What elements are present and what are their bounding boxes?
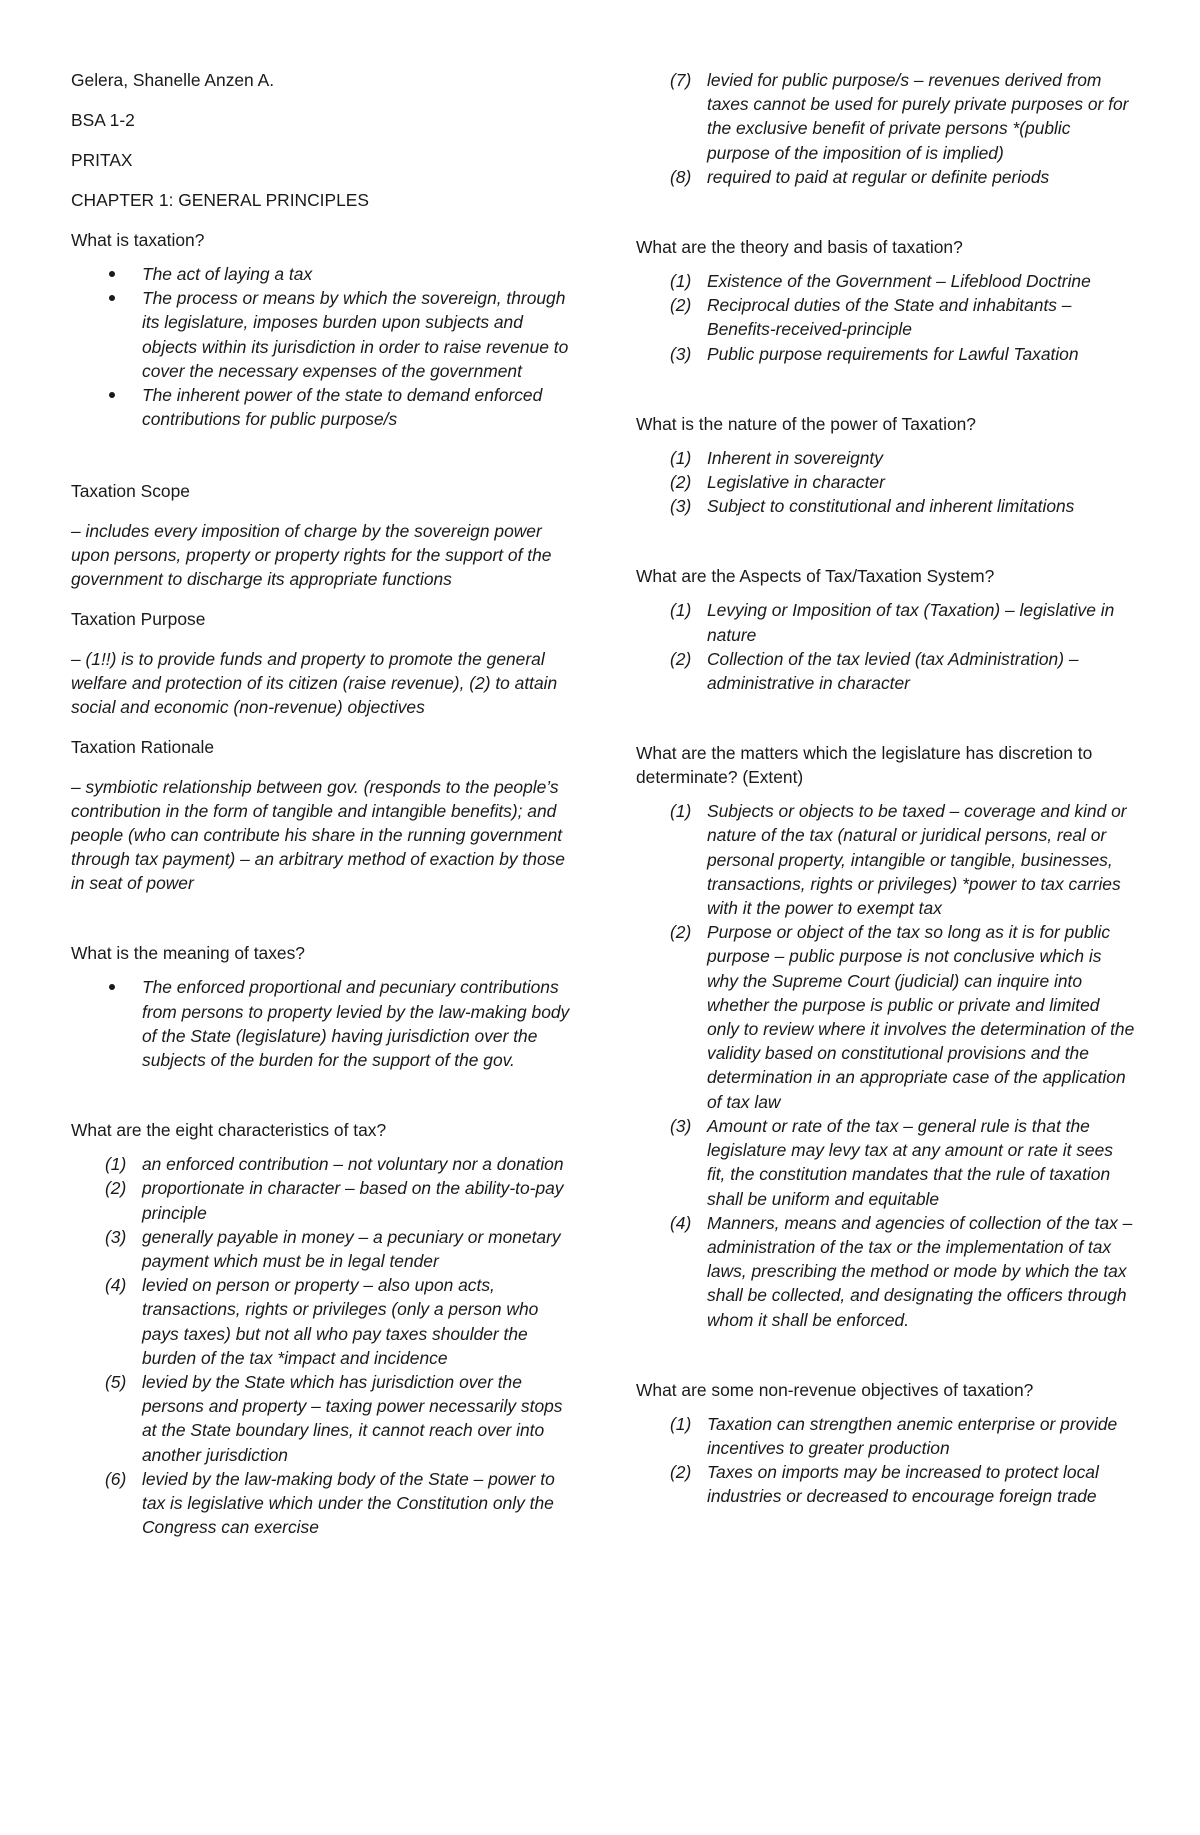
list-item: The inherent power of the state to demand enforced contributions for public purpose/s (71, 383, 571, 431)
item-text: Subjects or objects to be taxed – coverage and kind or nature of the tax (natural or juridical persons, real or personal property, intangible or tangible, businesses, transactions, rights or privileges) *power to tax carries with it the power to exempt tax (707, 801, 1127, 919)
item-text: levied on person or property – also upon acts, transactions, rights or privileges (only a person who pays taxes) but not all who pay taxes shoulder the burden of the tax *impact and incidence (142, 1275, 539, 1368)
list-item (636, 799, 1136, 920)
list-item (636, 68, 1136, 165)
matters-list (636, 799, 1136, 1331)
item-text: levied by the State which has jurisdiction over the persons and property – taxing power necessarily stops at the State boundary lines, it cannot reach over into another jurisdiction (142, 1372, 563, 1465)
list-item (636, 647, 1136, 695)
rationale-text: – symbiotic relationship between gov. (responds to the people’s contribution in the form of tangible and intangible benefits); and people (who can contribute his share in the running government through tax payment) – an arbitrary method of exaction by those in seat of power (71, 777, 565, 894)
list-item (636, 920, 1136, 1114)
question-eight-characteristics: What are the eight characteristics of tax? (71, 1120, 387, 1141)
right-column (636, 68, 1136, 1509)
question-non-revenue-objectives: What are some non-revenue objectives of taxation? (636, 1379, 1034, 1400)
item-number: (2) (670, 1462, 692, 1483)
item-text: Manners, means and agencies of collection of the tax – administration of the tax or the implementation of tax laws, prescribing the method or mode by which the tax shall be collected, and designating the officers through whom it shall be enforced. (707, 1212, 1133, 1330)
question-aspects: What are the Aspects of Tax/Taxation System? (636, 566, 995, 587)
item-number: (2) (105, 1178, 127, 1199)
item-number: (8) (670, 166, 692, 187)
nature-list (636, 446, 1136, 519)
item-text: levied for public purpose/s – revenues derived from taxes cannot be used for purely private purposes or for the exclusive benefit of private persons *(public purpose of the imposition of is implied) (707, 70, 1129, 163)
item-text: Levying or Imposition of tax (Taxation) – legislative in nature (707, 600, 1115, 645)
item-number: (1) (105, 1154, 127, 1175)
item-number: (2) (670, 648, 692, 669)
list-item (71, 1467, 571, 1540)
item-text: Taxes on imports may be increased to protect local industries or decreased to encourage foreign trade (707, 1462, 1099, 1507)
characteristics-list (71, 1152, 571, 1539)
list-item (636, 1114, 1136, 1211)
list-item (636, 342, 1136, 366)
item-number: (7) (670, 70, 692, 90)
item-number: (2) (670, 295, 692, 316)
list-item (636, 470, 1136, 494)
item-number: (1) (670, 447, 692, 468)
item-text: Amount or rate of the tax – general rule is that the legislature may levy tax at any amount or rate it sees fit, the constitution mandates that the rule of taxation shall be uniform and equitable (707, 1115, 1113, 1209)
item-number: (2) (670, 922, 692, 943)
item-text: generally payable in money – a pecuniary or monetary payment which must be in legal tender (142, 1226, 561, 1272)
list-item: The enforced proportional and pecuniary contributions from persons to property levied by the law-making body of the State (legislature) having jurisdiction over the subjects of the burden for the support of the gov. (71, 975, 571, 1072)
list-item (636, 293, 1136, 341)
chapter-title: CHAPTER 1: GENERAL PRINCIPLES (71, 190, 369, 210)
rationale-heading: Taxation Rationale (71, 737, 215, 758)
question-theory-basis: What are the theory and basis of taxation? (636, 237, 963, 258)
course-code: PRITAX (71, 150, 133, 170)
item-number: (1) (670, 271, 692, 292)
purpose-heading: Taxation Purpose (71, 609, 206, 630)
list-item (636, 1460, 1136, 1508)
scope-text: – includes every imposition of charge by the sovereign power upon persons, property or property rights for the support of the government to discharge its appropriate functions (71, 521, 552, 590)
aspects-list (636, 598, 1136, 695)
left-column (71, 68, 571, 1539)
item-number: (3) (670, 1115, 692, 1136)
list-item (636, 446, 1136, 470)
question-taxes: What is the meaning of taxes? (71, 943, 305, 964)
item-text: Public purpose requirements for Lawful Taxation (707, 343, 1079, 364)
list-item (71, 1273, 571, 1370)
characteristics-list-continued (636, 68, 1136, 189)
purpose-text: – (1!!) is to provide funds and property to promote the general welfare and protection of its citizen (raise revenue), (2) to attain social and economic (non-revenue) objectives (71, 649, 558, 718)
list-item: The act of laying a tax (71, 262, 571, 286)
item-text: Collection of the tax levied (tax Administration) – administrative in character (707, 648, 1079, 694)
item-number: (4) (670, 1212, 692, 1233)
list-item (636, 494, 1136, 518)
scope-heading: Taxation Scope (71, 481, 190, 502)
list-item (71, 1225, 571, 1273)
item-number: (1) (670, 801, 692, 822)
item-number: (5) (105, 1372, 127, 1393)
item-text: Reciprocal duties of the State and inhabitants – Benefits-received-principle (707, 295, 1072, 340)
item-text: Inherent in sovereignty (707, 447, 883, 468)
item-number: (3) (105, 1226, 127, 1247)
item-number: (3) (670, 496, 692, 517)
student-name: Gelera, Shanelle Anzen A. (71, 70, 275, 90)
item-number: (2) (670, 472, 692, 493)
taxes-definition-list (71, 975, 571, 1072)
list-item (71, 1152, 571, 1176)
item-number: (4) (105, 1275, 127, 1296)
question-taxation: What is taxation? (71, 230, 205, 250)
item-text: required to paid at regular or definite periods (707, 166, 1050, 187)
item-text: Subject to constitutional and inherent limitations (707, 496, 1075, 517)
item-text: Existence of the Government – Lifeblood Doctrine (707, 271, 1091, 292)
item-number: (1) (670, 600, 692, 621)
taxation-definition-list (71, 262, 571, 431)
list-item: The process or means by which the sovereign, through its legislature, imposes burden upon subjects and objects within its jurisdiction in order to raise revenue to cover the necessary expenses of the government (71, 286, 571, 383)
question-legislative-discretion: What are the matters which the legislature has discretion to determinate? (Extent) (636, 743, 1093, 788)
list-item (636, 269, 1136, 293)
student-section: BSA 1-2 (71, 110, 135, 130)
list-item (636, 165, 1136, 189)
item-text: proportionate in character – based on the ability-to-pay principle (142, 1178, 564, 1223)
non-revenue-list (636, 1412, 1136, 1509)
item-number: (6) (105, 1468, 127, 1489)
item-number: (1) (670, 1413, 692, 1434)
item-text: levied by the law-making body of the State – power to tax is legislative which under the Constitution only the Congress can exercise (142, 1468, 555, 1538)
list-item (71, 1370, 571, 1467)
item-text: Taxation can strengthen anemic enterprise or provide incentives to greater production (707, 1413, 1118, 1458)
item-text: Legislative in character (707, 472, 885, 493)
list-item (636, 598, 1136, 646)
item-text: an enforced contribution – not voluntary nor a donation (142, 1154, 564, 1175)
list-item (636, 1412, 1136, 1460)
item-number: (3) (670, 343, 692, 364)
theory-list (636, 269, 1136, 366)
item-text: Purpose or object of the tax so long as it is for public purpose – public purpose is not conclusive which is why the Supreme Court (judicial) can inquire into whether the purpose is public or private and limited only to review where it involves the determination of the validity based on constitutional provisions and the determination in an appropriate case of the application of tax law (707, 922, 1135, 1112)
question-nature-of-power: What is the nature of the power of Taxation? (636, 413, 976, 434)
list-item (636, 1211, 1136, 1332)
list-item (71, 1176, 571, 1224)
